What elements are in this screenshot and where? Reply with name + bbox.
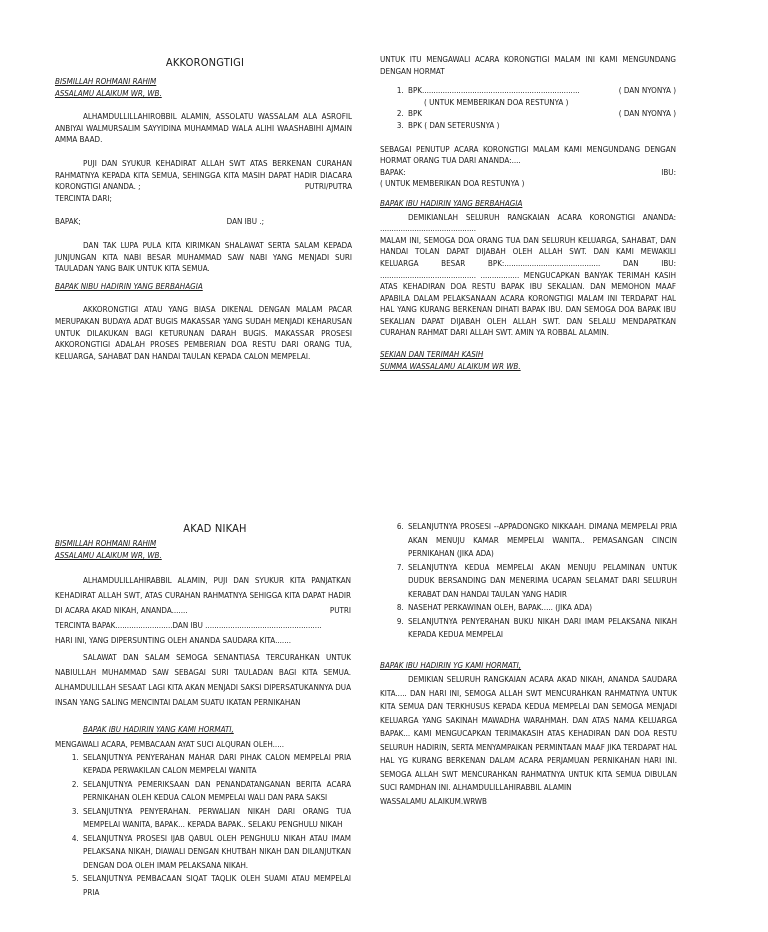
paragraph-salawat: SALAWAT DAN SALAM SEMOGA SENANTIASA TERCURAHKAN UNTUK NABIULLAH MUHAMMAD SAW SEBAGAI SURI TAULADAN BAGI KITA SEMUA. ALHAMDULILLAH SESAAT LAGI KITA AKAN MENJADI SAKSI DIPERSATUKANNYA DUA INSAN YANG SALING MENCINTAI DALAM SUATU IKATAN PERNIKAHAN (55, 653, 351, 708)
paragraph-akkorongtigi: AKKORONGTIGI ATAU YANG BIASA DIKENAL DENGAN MALAM PACAR MERUPAKAN BUDAYA ADAT BUGIS MAKASSAR YANG SUDAH MENJADI KEHARUSAN UNTUK DILAKUKAN BAGI KETURUNAN DARAH BUGIS. MAKASSAR PROSESI AKKORONGTIGI ADALAH PROSES PEMBERIAN DOA RESTU DARI ORANG TUA, KELUARGA, SAHABAT DAN HANDAI TAULAN KEPADA CALON MEMPELAI. (55, 305, 352, 361)
section-akkorongtigi-body (55, 76, 352, 362)
heading-hadirin: BAPAK NIBU HADIRIN YANG BERBAHAGIA (55, 281, 203, 291)
ceremony-step: 6. SELANJUTNYA PROSESI --APPADONGKO NIKKAAH. DIMANA MEMPELAI PRIA AKAN MENUJU KAMAR MEMPELAI WANITA.. PEMASANGAN CINCIN PERNIKAHAN (JIKA ADA) (406, 520, 677, 561)
greeting-bismillah: BISMILLAH ROHMANI RAHIM (55, 77, 157, 86)
paragraph-praise-end (55, 182, 352, 205)
section-akad-nikah-body (55, 538, 351, 899)
putri-putra-label: PUTRI/PUTRA (304, 182, 352, 192)
heading-hadirin: BAPAK IBU HADIRIN YANG KAMI HORMATI, (83, 725, 234, 735)
tercinta-label: TERCINTA DARI; (55, 193, 112, 203)
ceremony-step: 8. NASEHAT PERKAWINAN OLEH, BAPAK..... (JIKA ADA) (406, 601, 677, 615)
invitee-name: 1. BPK..................................................................... (408, 86, 580, 96)
parents-line: TERCINTA BAPAK.........................DAN IBU ................................................... (55, 621, 322, 631)
invitee-item (406, 120, 676, 132)
invitee-list (380, 85, 676, 131)
closing-salam: SUMMA WASSALAMU ALAIKUM WR WB. (380, 361, 521, 371)
invitee-suffix: ( DAN NYONYA ) (618, 86, 676, 96)
invitee-name: 2. BPK (408, 109, 422, 119)
ceremony-step: 3. SELANJUTNYA PENYERAHAN. PERWALIAN NIKAH DARI ORANG TUA MEMPELAI WANITA, BAPAK... KEPADA BAPAK.. SELAKU PENGHULU NIKAH (81, 805, 351, 832)
parents-line (380, 167, 676, 179)
bapak-label: BAPAK; (55, 217, 81, 227)
paragraph-invitation: UNTUK ITU MENGAWALI ACARA KORONGTIGI MALAM INI KAMI MENGUNDANG DENGAN HORMAT (380, 55, 676, 76)
restu-note: ( UNTUK MEMBERIKAN DOA RESTUNYA ) (380, 179, 525, 189)
paragraph-closing: MALAM INI, SEMOGA DOA ORANG TUA DAN SELURUH KELUARGA, SAHABAT, DAN HANDAI TOLAN DAPAT DIJABAH OLEH ALLAH SWT. DAN KAMI MEWAKILI KELUARGA BESAR BPK:.......................................... DAN IBU: .......................................... ................. MENGUCAPKAN BANYAK TERIMAH KASIH ATAS KEHADIRAN DOA RESTU BAPAK IBU SEKALIAN. DAN MEMOHON MAAF APABILA DALAM PELAKSANAAN ACARA KORONGTIGI MALAM INI TERDAPAT HAL HAL YANG KURANG BERKENAN DIHATI BAPAK IBU. DAN SEMOGA DOA BAPAK IBU SEKALIAN DAPAT DIJABAH OLEH ALLAH SWT. DAN SELALU MENDAPATKAN CURAHAN RAHMAT DARI ALLAH SWT. AMIN YA ROBBAL ALAMIN. (380, 235, 676, 338)
ceremony-steps-continued (380, 520, 677, 642)
paragraph-closing-intro: DEMIKIANLAH SELURUH RANGKAIAN ACARA KORONGTIGI ANANDA: .......................................... (380, 212, 676, 234)
parents-line (55, 216, 352, 228)
ceremony-step: 7. SELANJUTNYA KEDUA MEMPELAI AKAN MENUJU PELAMINAN UNTUK DUDUK BERSANDING DAN MENERIMA UCAPAN SELAMAT DARI SELURUH KERABAT DAN HANDAI TAULAN YANG HADIR (406, 561, 677, 602)
invitee-name: BPK ( DAN SETERUSNYA ) (408, 120, 500, 130)
section-korongtigi-continued (380, 54, 676, 372)
greeting-salam: ASSALAMU ALAIKUM WR, WB. (55, 550, 162, 560)
invitee-item (406, 108, 676, 120)
paragraph-opening: ALHAMDULILLAHIRABBIL ALAMIN, PUJI DAN SYUKUR KITA PANJATKAN KEHADIRAT ALLAH SWT, ATAS CURAHAN RAHMATNYA SEHIGGA KITA DAPAT HADIR DI ACARA AKAD NIKAH, ANANDA....... (55, 576, 351, 616)
section-title-akad-nikah: AKAD NIKAH (183, 522, 247, 535)
paragraph-quran: MENGAWALI ACARA, PEMBACAAN AYAT SUCI ALQURAN OLEH..... (55, 739, 285, 749)
section-akad-nikah-continued (380, 520, 677, 808)
closing-salam: WASSALAMU ALAIKUM.WRWB (380, 796, 487, 806)
putri-label: PUTRI (329, 606, 351, 616)
ceremony-steps (55, 751, 351, 900)
greeting-bismillah: BISMILLAH ROHMANI RAHIM (55, 539, 157, 548)
ibu-label: DAN IBU .; (226, 217, 264, 227)
ibu-label: IBU: (661, 167, 676, 177)
paragraph-shalawat: DAN TAK LUPA PULA KITA KIRIMKAN SHALAWAT SERTA SALAM KEPADA JUNJUNGAN KITA NABI BESAR MUHAMMAD SAW NABI YANG MENJADI SURI TAULADAN YANG BAIK UNTUK KITA SEMUA. (55, 240, 352, 274)
bapak-label: BAPAK: (380, 167, 406, 177)
paragraph-opening: ALHAMDULLILLAHIROBBIL ALAMIN, ASSOLATU WASSALAM ALA ASROFIL ANBIYAI WALMURSALIM SAYYIDINA MUHAMMAD WALA ALIHI WAASHABIHI AJMAIN AMMA BAAD. (55, 112, 352, 145)
paragraph-praise: PUJI DAN SYUKUR KEHADIRAT ALLAH SWT ATAS BERKENAN CURAHAN RAHMATNYA KEPADA KITA SEMUA, SEHINGGA KITA MASIH DAPAT HADIR DIACARA KORONGTIGI ANANDA. ; (55, 158, 352, 192)
closing-thanks: SEKIAN DAN TERIMAH KASIH (380, 350, 484, 360)
invitee-note: ( UNTUK MEMBERIKAN DOA RESTUNYA ) (424, 97, 569, 107)
ceremony-step: 2. SELANJUTNYA PEMERIKSAAN DAN PENANDATANGANAN BERITA ACARA PERNIKAHAN OLEH KEDUA CALON MEMPELAI WALI DAN PARA SAKSI (81, 778, 351, 805)
paragraph-closing: DEMIKIAN SELURUH RANGKAIAN ACARA AKAD NIKAH, ANANDA SAUDARA KITA..... DAN HARI INI, SEMOGA ALLAH SWT MENCURAHKAN RAHMATNYA UNTUK KITA SEMUA DAN TERKHUSUS KEPADA KEDUA MEMPELAI DAN SEMOGA MENJADI KELUARGA YANG SAKINAH MAWADHA WARAHMAH. DAN ATAS NAMA KELUARGA BAPAK... KAMI MENGUCAPKAN TERIMAKASIH ATAS KEHADIRAN DAN DOA RESTU SELURUH HADIRIN, SERTA MENYAMPAIKAN PERMINTAAN MAAF JIKA TERDAPAT HAL HAL YG KURANG BERKENAN DALAM ACARA PERJAMUAN PERNIKAHAN HARI INI. SEMOGA ALLAH SWT MENCURAHKAN RAHMATNYA UNTUK KITA SEMUA DIBULAN SUCI RAMDHAN INI. ALHAMDULILLAHIRABBIL ALAMIN (380, 675, 677, 793)
ceremony-step: 5. SELANJUTNYA PEMBACAAN SIQAT TAQLIK OLEH SUAMI ATAU MEMPELAI PRIA (81, 872, 351, 899)
ceremony-step: 4. SELANJUTNYA PROSESI IJAB QABUL OLEH PENGHULU NIKAH ATAU IMAM PELAKSANA NIKAH, DIAWALI DENGAN KHUTBAH NIKAH DAN DILANJUTKAN DENGAN DOA OLEH IMAM PELAKSANA NIKAH. (81, 832, 351, 873)
ceremony-step: 9. SELANJUTNYA PENYERAHAN BUKU NIKAH DARI IMAM PELAKSANA NIKAH KEPADA KEDUA MEMPELAI (406, 615, 677, 642)
heading-hadirin: BAPAK IBU HADIRIN YANG BERBAHAGIA (380, 198, 523, 208)
section-title-akkorongtigi: AKKORONGTIGI (165, 56, 245, 69)
heading-hadirin: BAPAK IBU HADIRIN YG KAMI HORMATI, (380, 660, 522, 670)
paragraph-closing-invite: SEBAGAI PENUTUP ACARA KORONGTIGI MALAM KAMI MENGUNDANG DENGAN HORMAT ORANG TUA DARI ANANDA:.... (380, 144, 676, 166)
invitee-item (406, 85, 676, 108)
groom-line: HARI INI, YANG DIPERSUNTING OLEH ANANDA SAUDARA KITA....... (55, 636, 292, 646)
greeting-salam: ASSALAMU ALAIKUM WR, WB. (55, 88, 162, 98)
invitee-suffix: ( DAN NYONYA ) (618, 109, 676, 119)
ceremony-step: 1. SELANJUTNYA PENYERAHAN MAHAR DARI PIHAK CALON MEMPELAI PRIA KEPADA PERWAKILAN CALON MEMPELAI WANITA (81, 751, 351, 778)
